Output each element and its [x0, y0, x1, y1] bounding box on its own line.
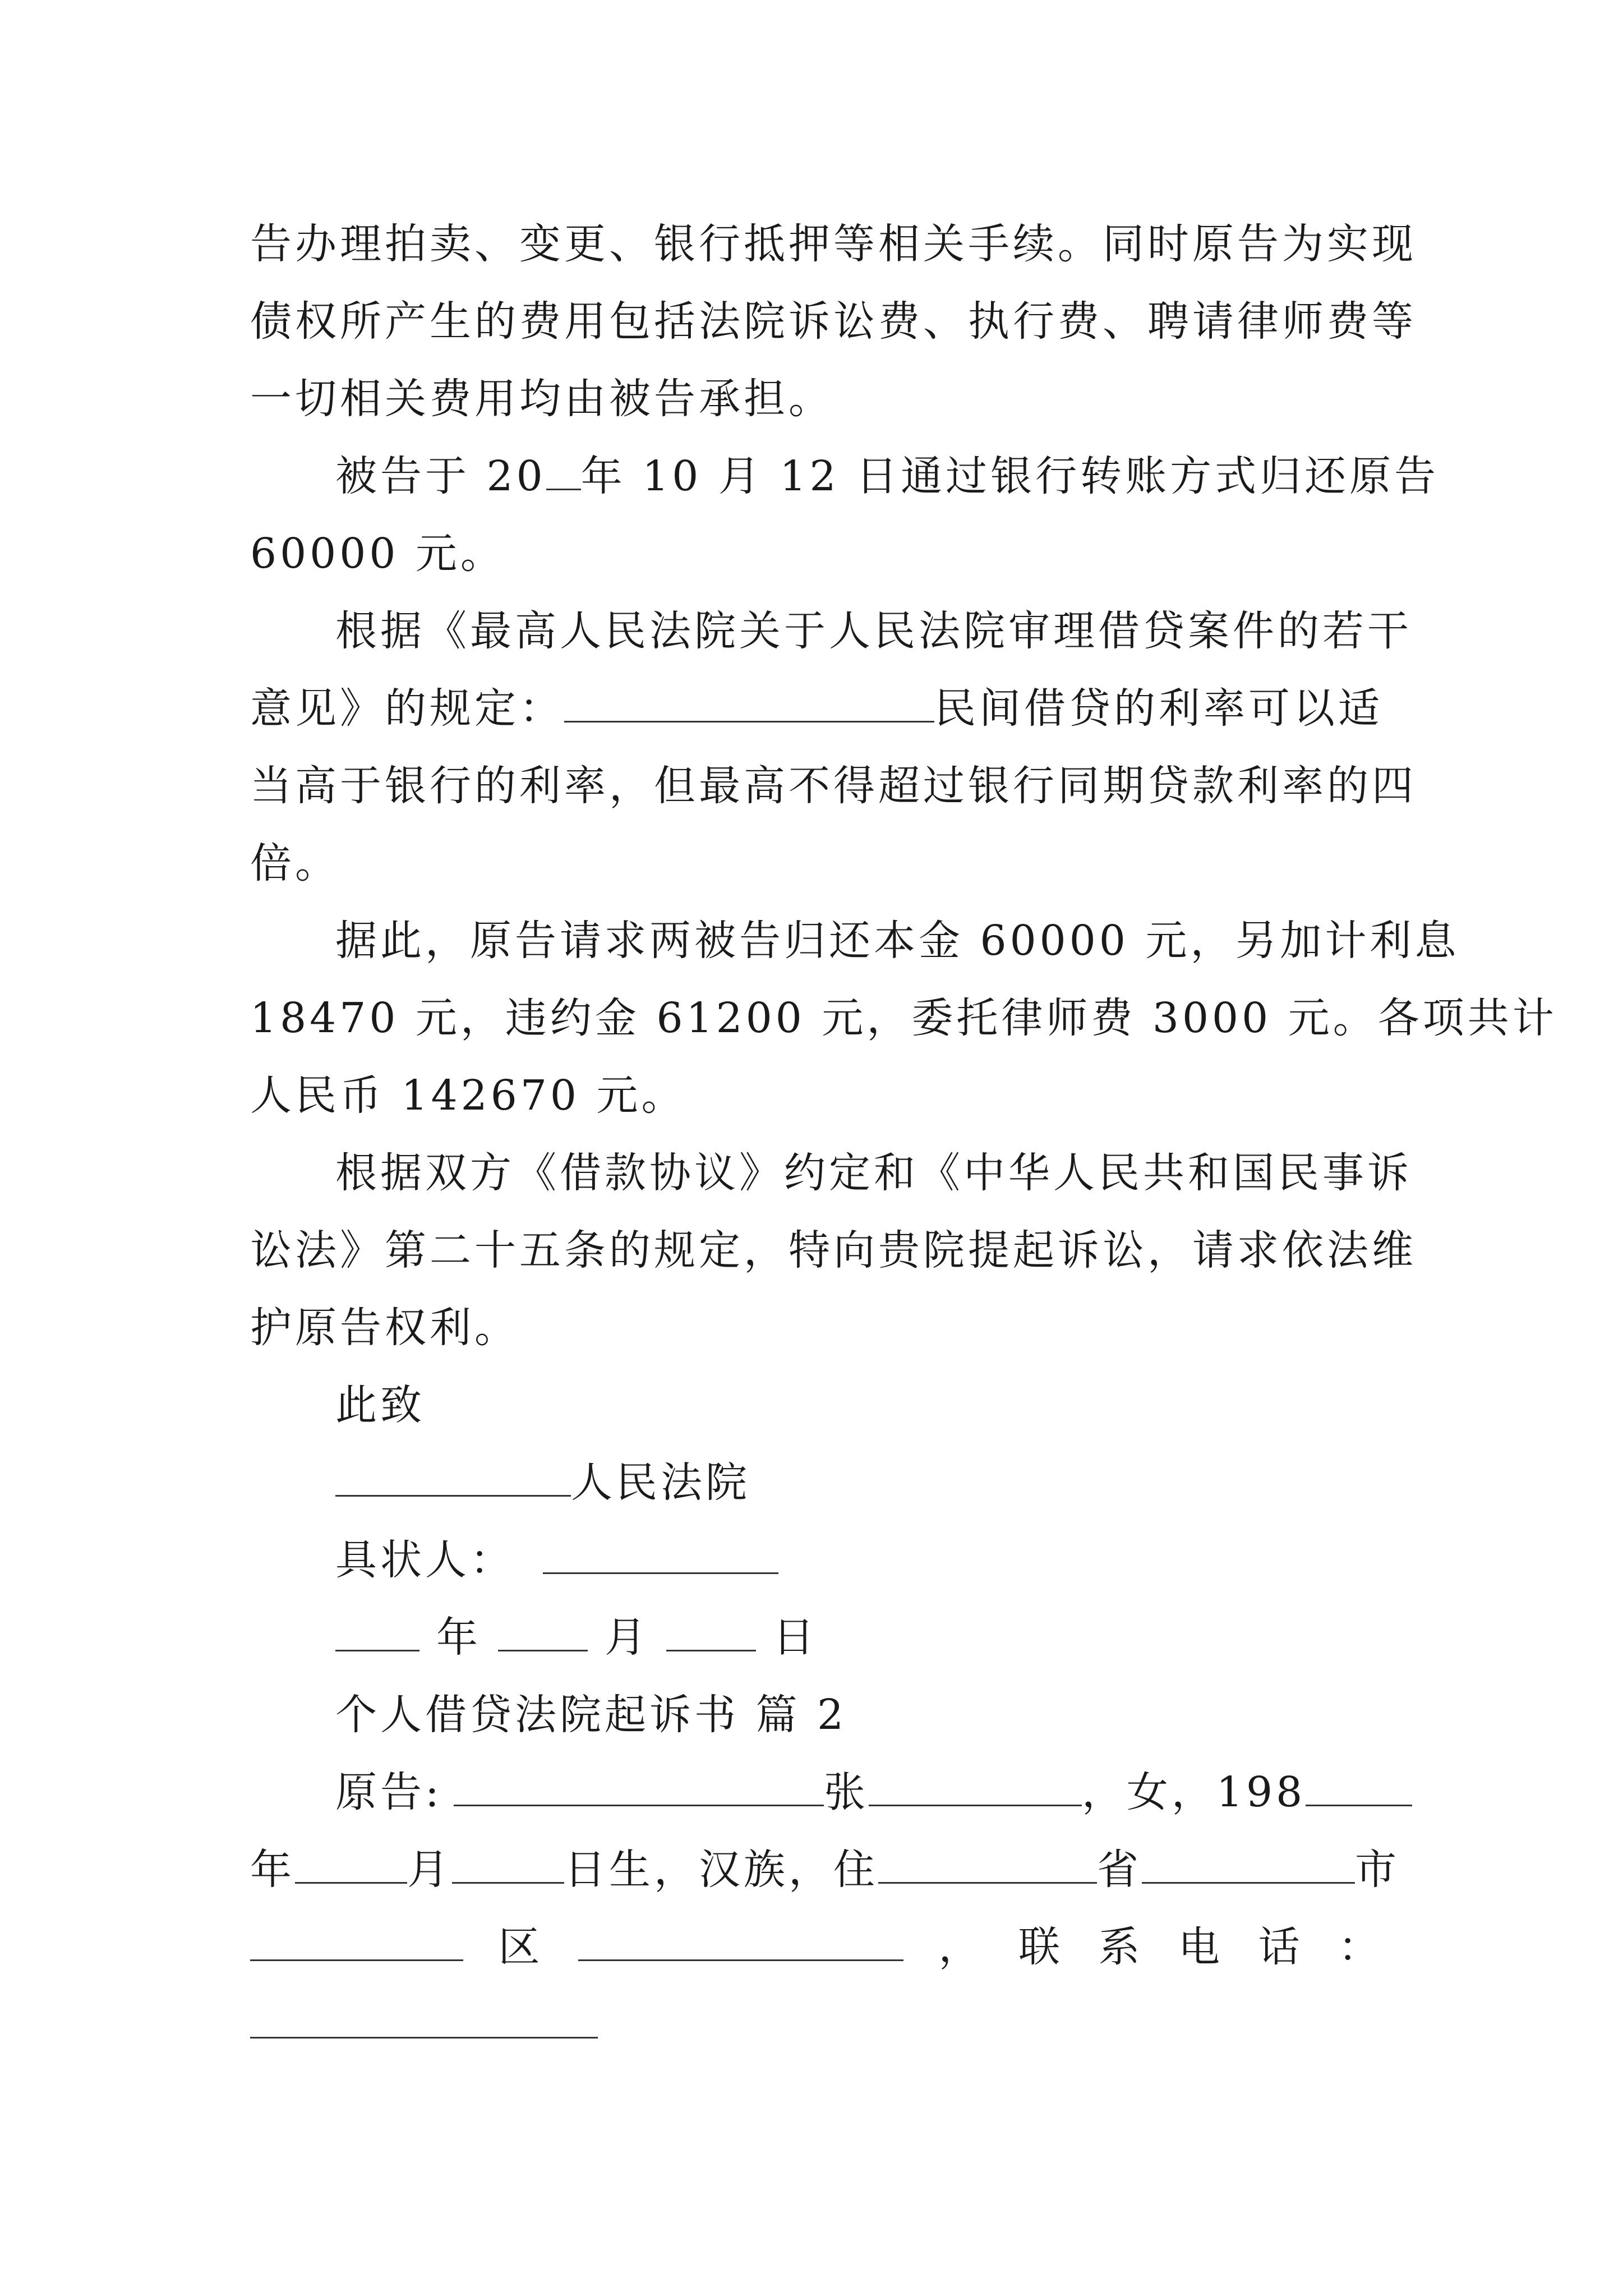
blank-line: [250, 2002, 598, 2039]
paragraph-line: 倍。: [250, 839, 340, 887]
blank-line: [1306, 1770, 1412, 1806]
phone-colon: ：: [1338, 1923, 1383, 1971]
blank-line: [335, 1460, 571, 1497]
date-line: [335, 1609, 1383, 1665]
phone-label-char: 系: [1098, 1923, 1144, 1971]
phone-blank-line: [250, 1996, 1383, 2053]
year-char: 年: [250, 1846, 295, 1894]
paragraph-line: 60000 元。: [250, 530, 505, 578]
blank-line: [1142, 1847, 1355, 1884]
province-char: 省: [1097, 1846, 1142, 1894]
text-run: 意见》的规定：: [250, 684, 564, 733]
salutation: 此致: [335, 1381, 425, 1429]
blank-line: [335, 1615, 419, 1651]
paragraph-line: 讼法》第二十五条的规定，特向贵院提起诉讼，请求依法维: [250, 1226, 1417, 1274]
blank-line: [250, 1925, 463, 1961]
paragraph-line: 根据《最高人民法院关于人民法院审理借贷案件的若干: [335, 607, 1412, 655]
signer-line: [335, 1532, 1383, 1588]
blank-line: [546, 454, 581, 490]
born-text: 日生，汉族，住: [564, 1846, 878, 1894]
section-title: 个人借贷法院起诉书 篇 2: [335, 1691, 847, 1739]
blank-line: [295, 1847, 407, 1884]
blank-line: [578, 1925, 903, 1961]
paragraph-line: 当高于银行的利率，但最高不得超过银行同期贷款利率的四: [250, 762, 1417, 810]
gender-text: ，女，198: [1081, 1768, 1306, 1816]
blank-line: [666, 1615, 756, 1651]
blank-line: [454, 1770, 824, 1806]
paragraph-line: 一切相关费用均由被告承担。: [250, 375, 833, 423]
blank-line: [498, 1615, 588, 1651]
district-char: 区: [498, 1923, 543, 1971]
surname: 张: [823, 1768, 869, 1816]
plaintiff-line: [250, 1842, 1400, 1898]
blank-line: [878, 1847, 1097, 1884]
text-run: 民间借贷的利率可以适: [934, 684, 1383, 733]
blank-line: [543, 1538, 778, 1574]
plaintiff-label: 原告:: [335, 1768, 442, 1816]
comma-char: ，: [938, 1923, 984, 1971]
city-char: 市: [1355, 1846, 1400, 1894]
paragraph-line: 护原告权利。: [250, 1304, 519, 1352]
paragraph-line: [250, 680, 1383, 737]
phone-label-char: 电: [1178, 1923, 1223, 1971]
paragraph-line: 根据双方《借款协议》约定和《中华人民共和国民事诉: [335, 1149, 1412, 1197]
blank-line: [564, 686, 934, 723]
paragraph-line: [335, 448, 1440, 504]
paragraph-line: 告办理拍卖、变更、银行抵押等相关手续。同时原告为实现: [250, 220, 1417, 268]
plaintiff-line: [250, 1919, 1383, 1975]
text-run: 被告于 20: [335, 452, 546, 500]
plaintiff-line: [335, 1764, 1383, 1820]
paragraph-line: 据此，原告请求两被告归还本金 60000 元，另加计利息: [335, 917, 1460, 965]
month-char: 月: [407, 1846, 452, 1894]
date-day: 日: [773, 1613, 818, 1662]
date-month: 月: [605, 1613, 649, 1662]
paragraph-line: 18470 元，违约金 61200 元，委托律师费 3000 元。各项共计: [250, 994, 1557, 1042]
paragraph-line: 人民币 142670 元。: [250, 1071, 686, 1120]
phone-label-char: 话: [1258, 1923, 1303, 1971]
text-run: 年 10 月 12 日通过银行转账方式归还原告: [580, 452, 1440, 500]
blank-line: [869, 1770, 1082, 1806]
court-name: 人民法院: [571, 1458, 750, 1507]
paragraph-line: 债权所产生的费用包括法院诉讼费、执行费、聘请律师费等: [250, 297, 1417, 346]
date-year: 年: [436, 1613, 481, 1662]
court-line: [335, 1455, 1383, 1511]
signer-label: 具状人：: [335, 1536, 515, 1584]
blank-line: [452, 1847, 564, 1884]
phone-label-char: 联: [1018, 1923, 1063, 1971]
